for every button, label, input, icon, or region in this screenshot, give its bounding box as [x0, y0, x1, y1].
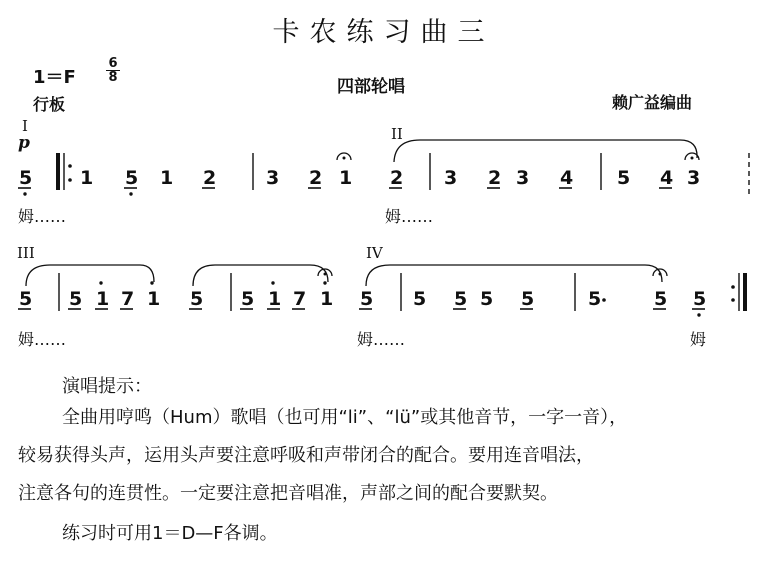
note: 4 [660, 167, 674, 189]
note: 2 [488, 167, 502, 189]
section-label-4: IV [366, 244, 383, 262]
note: 1 [268, 288, 282, 310]
section-label-2: II [391, 125, 403, 143]
lyric-syllable: 姆…… [18, 207, 67, 226]
section-label-3: III [17, 244, 35, 262]
note: 5 [521, 288, 535, 310]
tempo-marking: 行板 [33, 95, 66, 114]
dynamic-marking: p [18, 133, 30, 153]
tips-line-2: 较易获得头声，运用头声要注意呼吸和声带闭合的配合。要用连音唱法， [18, 445, 594, 466]
note: 1 [339, 167, 353, 189]
meter-top: 6 [108, 56, 118, 71]
note: 1 [160, 167, 174, 189]
lyric-syllable: 姆…… [18, 330, 67, 349]
note: 5 [413, 288, 427, 310]
lyric-syllable: 姆…… [385, 207, 434, 226]
note: 5 [654, 288, 668, 310]
meter-bottom: 8 [108, 70, 118, 85]
note: 5 [617, 167, 631, 189]
note: 3 [444, 167, 458, 189]
note: 2 [203, 167, 217, 189]
note: 5 [19, 167, 33, 189]
note: 4 [560, 167, 574, 189]
note: 5 [360, 288, 374, 310]
note: 1 [147, 288, 161, 310]
note: 1 [96, 288, 110, 310]
lyric-syllable: 姆…… [357, 330, 406, 349]
tips-line-4: 练习时可用1＝D—F各调。 [62, 523, 278, 544]
lyric-syllable-end: 姆 [690, 330, 707, 349]
note: 5 [454, 288, 468, 310]
note: 7 [293, 288, 307, 310]
note: 5 [693, 288, 707, 310]
note: 7 [121, 288, 135, 310]
note: 5 [69, 288, 83, 310]
note: 3 [266, 167, 280, 189]
note: 5 [19, 288, 33, 310]
key-signature: 1＝F [33, 67, 76, 88]
staff-line-1 [18, 140, 749, 196]
tips-line-1: 全曲用哼鸣（Hum）歌唱（也可用“li”、“lü”或其他音节，一字一音）， [62, 407, 628, 428]
page-title: 卡农练习曲三 [272, 17, 495, 48]
note: 3 [687, 167, 701, 189]
note: 5 [480, 288, 494, 310]
composer-credit: 赖广益编曲 [612, 93, 693, 112]
note: 1 [320, 288, 334, 310]
note: 2 [309, 167, 323, 189]
staff-line-2 [18, 265, 745, 317]
tips-line-3: 注意各句的连贯性。一定要注意把音唱准，声部之间的配合要默契。 [18, 483, 558, 504]
note: 3 [516, 167, 530, 189]
note: 1 [80, 167, 94, 189]
subtitle: 四部轮唱 [337, 77, 405, 97]
note: 5 [190, 288, 204, 310]
note: 5 [241, 288, 255, 310]
note: 2 [390, 167, 404, 189]
note: 5 [588, 288, 602, 310]
tips-heading: 演唱提示： [62, 376, 152, 397]
note: 5 [125, 167, 139, 189]
section-label-1: I [22, 117, 28, 135]
